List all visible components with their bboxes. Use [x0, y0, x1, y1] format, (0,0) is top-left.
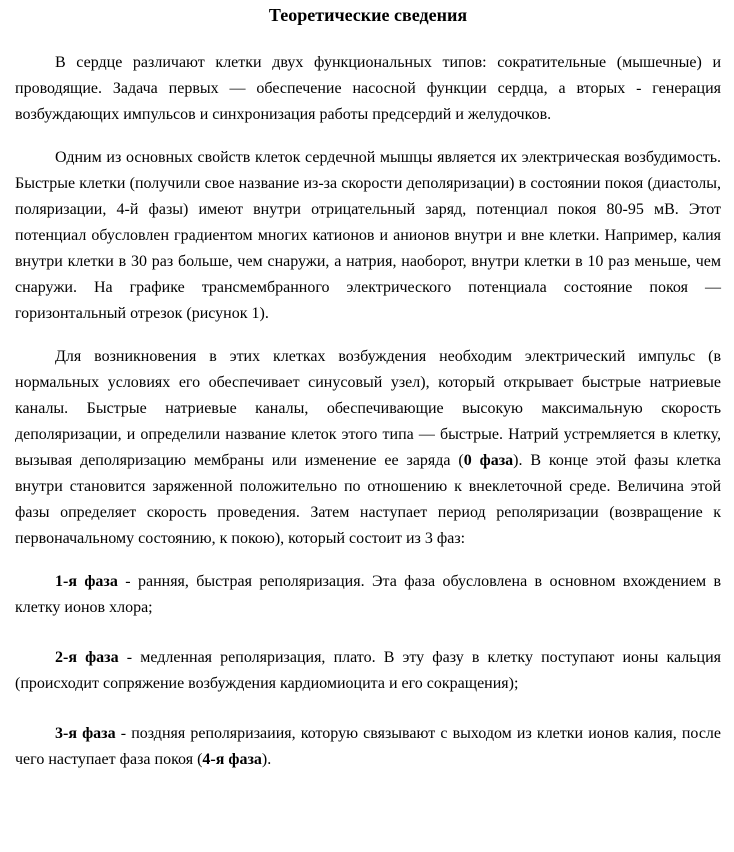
phase-label: 3-я фаза	[55, 725, 116, 742]
phase-label: 2-я фаза	[55, 649, 119, 666]
phase-1-paragraph	[15, 569, 721, 621]
phase-text-end: ).	[261, 751, 272, 768]
phase-text: - поздняя реполяризаиия, которую связывают с выходом из клетки ионов калия, после чего наступает фаза покоя (	[15, 725, 722, 768]
paragraph-excitability: Одним из основных свойств клеток сердечной мышцы является их электрическая возбудимость. Быстрые клетки (получили свое название из-за скорости деполяризации) в состоянии покоя (диастолы, поляризации, 4-й фазы) имеют внутри отрицательный заряд, потенциал покоя 80-95 мВ. Этот потенциал обусловлен градиентом многих катионов и анионов внутри и вне клетки. Например, калия внутри клетки в 30 раз больше, чем снаружи, а натрия, наоборот, внутри клетки в 10 раз меньше, чем снаружи. На графике трансмембранного электрического потенциала состояние покоя — горизонтальный отрезок (рисунок 1).	[15, 149, 721, 322]
paragraph-cell-types: В сердце различают клетки двух функциональных типов: сократительные (мышечные) и проводящие. Задача первых — обеспечение насосной функции сердца, а вторых - генерация возбуждающих импульсов и синхронизация работы предсердий и желудочков.	[15, 54, 721, 123]
text: Для возникновения в этих клетках возбуждения необходим электрический импульс (в нормальных условиях его обеспечивает синусовый узел), который открывает быстрые натриевые каналы. Быстрые натриевые каналы, обеспечивающие высокую максимальную скорость деполяризации, и определили название клеток этого типа — быстрые. Натрий устремляется в клетку, вызывая деполяризацию мембраны или изменение ее заряда (	[15, 348, 721, 469]
phase-0-term: 0 фаза	[463, 452, 514, 469]
phase-text: - ранняя, быстрая реполяризация. Эта фаза обусловлена в основном вхождением в клетку ионов хлора;	[15, 573, 722, 616]
phase-2-paragraph	[15, 645, 721, 697]
phase-4-term: 4-я фаза	[202, 751, 262, 768]
text: ). В конце этой фазы клетка внутри становится заряженной положительно по отношению к внеклеточной среде. Величина этой фазы определяет скорость проведения. Затем наступает период реполяризации (возвращение к первоначальному состоянию, к покою), который состоит из 3 фаз:	[15, 452, 722, 547]
phase-label: 1-я фаза	[55, 573, 118, 590]
page-title: Теоретические сведения	[268, 5, 468, 25]
paragraph-depolarization	[15, 344, 721, 552]
phase-3-paragraph	[15, 721, 721, 773]
phase-text: - медленная реполяризация, плато. В эту фазу в клетку поступают ионы кальция (происходит сопряжение возбуждения кардиомиоцита и его сокращения);	[15, 649, 722, 692]
